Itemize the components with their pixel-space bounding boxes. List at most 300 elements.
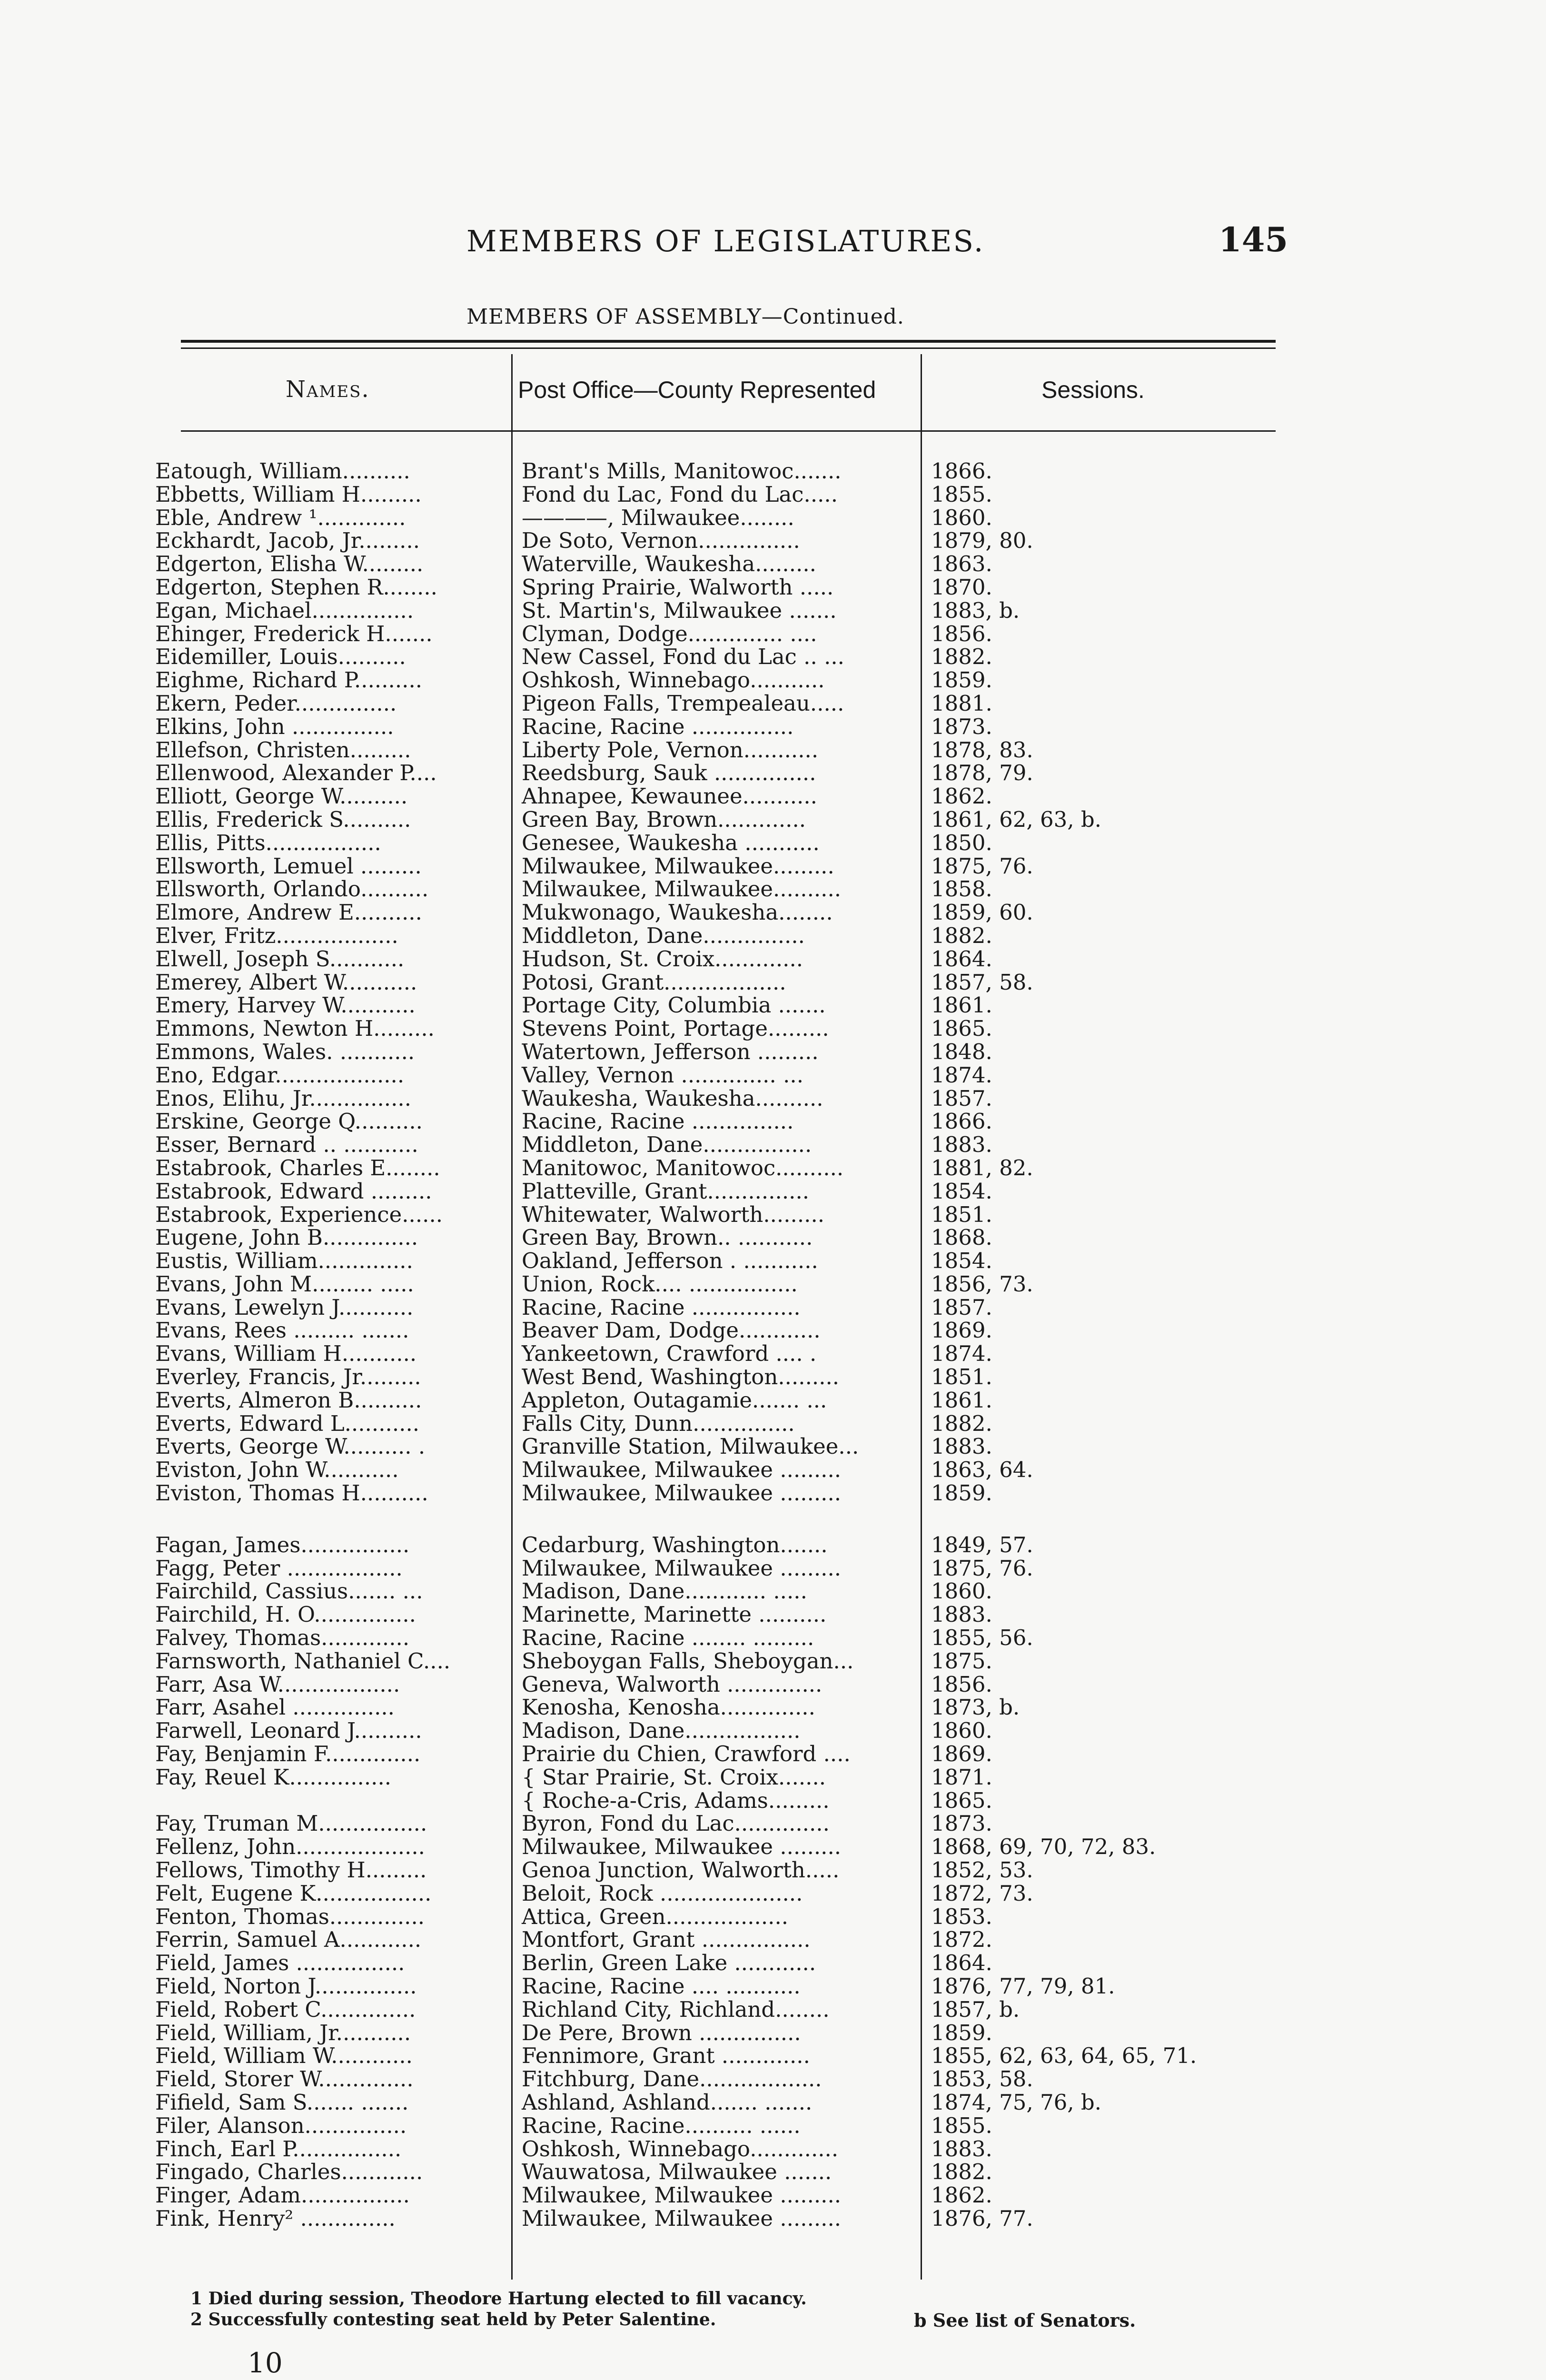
post-office-county: Middleton, Dane............... xyxy=(522,922,805,948)
sessions-value: 1864. xyxy=(931,946,992,972)
post-office-county: Granville Station, Milwaukee... xyxy=(522,1434,859,1459)
table-row xyxy=(155,715,1288,739)
post-office-county: Milwaukee, Milwaukee......... xyxy=(522,853,834,879)
table-row xyxy=(155,553,1288,576)
post-office-county: Montfort, Grant ................ xyxy=(522,1927,811,1953)
member-name: Evans, William H........... xyxy=(155,1341,417,1367)
post-office-county: Ashland, Ashland....... ....... xyxy=(522,2089,813,2115)
sessions-value: 1878, 83. xyxy=(931,737,1033,763)
table-row xyxy=(155,1342,1288,1366)
post-office-county: Prairie du Chien, Crawford .... xyxy=(522,1741,851,1767)
table-row xyxy=(155,669,1288,692)
post-office-county: Pigeon Falls, Trempealeau..... xyxy=(522,690,844,716)
table-row xyxy=(155,2138,1288,2161)
member-name: Estabrook, Experience...... xyxy=(155,1201,443,1227)
table-row xyxy=(155,1482,1288,1505)
table-row xyxy=(155,1557,1288,1580)
member-name: Emmons, Wales. ........... xyxy=(155,1039,415,1064)
table-row xyxy=(155,1719,1288,1743)
table-row xyxy=(155,1133,1288,1157)
sessions-value: 1863. xyxy=(931,551,992,577)
sessions-value: 1855, 56. xyxy=(931,1625,1033,1651)
member-name: Field, Norton J............... xyxy=(155,1973,417,1999)
sessions-value: 1881, 82. xyxy=(931,1155,1033,1180)
table-row xyxy=(155,506,1288,530)
sessions-value: 1861. xyxy=(931,992,992,1018)
post-office-county: Green Bay, Brown............. xyxy=(522,806,806,832)
sessions-value: 1855. xyxy=(931,2112,992,2138)
column-header-sessions: Sessions. xyxy=(1041,377,1145,403)
post-office-county: Manitowoc, Manitowoc.......... xyxy=(522,1155,844,1180)
sessions-value: 1862. xyxy=(931,2182,992,2208)
member-name: Ellis, Frederick S.......... xyxy=(155,806,411,832)
sessions-value: 1859. xyxy=(931,2020,992,2045)
page-number: 145 xyxy=(1219,220,1288,259)
sessions-value: 1854. xyxy=(931,1248,992,1274)
member-name: Ellsworth, Lemuel ......... xyxy=(155,853,422,879)
member-name: Ebbetts, William H......... xyxy=(155,481,422,507)
sessions-value: 1874, 75, 76, b. xyxy=(931,2089,1101,2115)
member-name: Elkins, John ............... xyxy=(155,714,394,739)
sessions-value: 1874. xyxy=(931,1341,992,1367)
post-office-county: Waukesha, Waukesha.......... xyxy=(522,1085,823,1111)
sessions-value: 1874. xyxy=(931,1062,992,1088)
post-office-county: Brant's Mills, Manitowoc....... xyxy=(522,458,842,484)
member-name: Eckhardt, Jacob, Jr......... xyxy=(155,528,420,554)
member-name: Eidemiller, Louis.......... xyxy=(155,644,406,670)
member-name: Field, James ................ xyxy=(155,1950,405,1976)
member-name: Fellenz, John................... xyxy=(155,1834,425,1860)
sessions-value: 1882. xyxy=(931,2159,992,2185)
table-row xyxy=(155,901,1288,924)
table-row xyxy=(155,2044,1288,2068)
member-name: Everts, Almeron B.......... xyxy=(155,1387,422,1413)
post-office-county: { Roche-a-Cris, Adams......... xyxy=(522,1787,830,1813)
sessions-value: 1872. xyxy=(931,1927,992,1953)
table-row xyxy=(155,1389,1288,1412)
member-name: Fagan, James................ xyxy=(155,1532,410,1557)
sessions-value: 1883. xyxy=(931,1434,992,1459)
sessions-value: 1858. xyxy=(931,876,992,902)
sessions-value: 1865. xyxy=(931,1787,992,1813)
member-name: Edgerton, Stephen R........ xyxy=(155,574,437,600)
table-row xyxy=(155,1835,1288,1859)
sessions-value: 1848. xyxy=(931,1039,992,1064)
post-office-county: Beaver Dam, Dodge............ xyxy=(522,1318,821,1343)
sessions-value: 1851. xyxy=(931,1364,992,1390)
table-row xyxy=(155,1952,1288,1975)
member-name: Everley, Francis, Jr......... xyxy=(155,1364,421,1390)
table-row xyxy=(155,692,1288,715)
sessions-value: 1852, 53. xyxy=(931,1857,1033,1883)
post-office-county: Madison, Dane............ ..... xyxy=(522,1578,807,1604)
sessions-value: 1876, 77. xyxy=(931,2205,1033,2231)
member-name: Ellenwood, Alexander P.... xyxy=(155,760,437,786)
table-row xyxy=(155,739,1288,762)
table-row xyxy=(155,2114,1288,2138)
post-office-county: Mukwonago, Waukesha........ xyxy=(522,900,833,925)
table-row xyxy=(155,1882,1288,1905)
member-name: Eatough, William.......... xyxy=(155,458,410,484)
sessions-value: 1859, 60. xyxy=(931,900,1033,925)
member-name: Evans, Rees ......... ....... xyxy=(155,1318,409,1343)
sessions-value: 1882. xyxy=(931,1410,992,1436)
post-office-county: De Soto, Vernon............... xyxy=(522,528,800,554)
post-office-county: { Star Prairie, St. Croix....... xyxy=(522,1764,826,1790)
sessions-value: 1857, 58. xyxy=(931,969,1033,995)
post-office-county: Potosi, Grant.................. xyxy=(522,969,786,995)
footnote-2: 2 Successfully contesting seat held by Peter Salentine. xyxy=(190,2310,716,2330)
sessions-value: 1860. xyxy=(931,505,992,530)
member-name: Elwell, Joseph S........... xyxy=(155,946,405,972)
sessions-value: 1873. xyxy=(931,714,992,739)
member-name: Fairchild, H. O............... xyxy=(155,1602,416,1627)
member-table-body xyxy=(155,460,1288,2231)
member-name: Field, William W............ xyxy=(155,2043,413,2069)
member-name: Emery, Harvey W........... xyxy=(155,992,416,1018)
member-name: Farnsworth, Nathaniel C.... xyxy=(155,1648,451,1674)
post-office-county: Reedsburg, Sauk ............... xyxy=(522,760,816,786)
sessions-value: 1851. xyxy=(931,1201,992,1227)
post-office-county: Stevens Point, Portage......... xyxy=(522,1016,829,1041)
member-name: Field, William, Jr........... xyxy=(155,2020,411,2045)
table-row xyxy=(155,994,1288,1017)
member-name: Elliott, George W.......... xyxy=(155,783,408,809)
table-row xyxy=(155,599,1288,623)
post-office-county: Genesee, Waukesha ........... xyxy=(522,830,820,855)
member-name: Ellis, Pitts................. xyxy=(155,830,381,855)
sessions-value: 1883. xyxy=(931,1602,992,1627)
member-name: Ellsworth, Orlando.......... xyxy=(155,876,429,902)
sessions-value: 1857, b. xyxy=(931,1996,1020,2022)
post-office-county: Oshkosh, Winnebago........... xyxy=(522,667,825,693)
member-name: Finch, Earl P................ xyxy=(155,2136,402,2162)
member-name: Farr, Asa W.................. xyxy=(155,1671,400,1697)
post-office-county: Oshkosh, Winnebago............. xyxy=(522,2136,839,2162)
member-name: Everts, Edward L........... xyxy=(155,1410,420,1436)
sessions-value: 1864. xyxy=(931,1950,992,1976)
post-office-county: Cedarburg, Washington....... xyxy=(522,1532,828,1557)
member-name: Fay, Truman M................ xyxy=(155,1811,427,1836)
table-row xyxy=(155,1226,1288,1250)
post-office-county: Milwaukee, Milwaukee ......... xyxy=(522,1834,842,1860)
sessions-value: 1856, 73. xyxy=(931,1271,1033,1297)
post-office-county: Liberty Pole, Vernon........... xyxy=(522,737,819,763)
sessions-value: 1859. xyxy=(931,667,992,693)
member-name: Field, Storer W.............. xyxy=(155,2066,414,2092)
member-name: Eighme, Richard P.......... xyxy=(155,667,423,693)
post-office-county: Ahnapee, Kewaunee........... xyxy=(522,783,817,809)
table-row xyxy=(155,1203,1288,1227)
table-row xyxy=(155,1905,1288,1929)
member-name: Eno, Edgar................... xyxy=(155,1062,405,1088)
member-name: Fifield, Sam S....... ....... xyxy=(155,2089,409,2115)
sessions-value: 1859. xyxy=(931,1480,992,1506)
member-name: Estabrook, Edward ......... xyxy=(155,1178,432,1204)
member-name: Eugene, John B.............. xyxy=(155,1225,418,1250)
post-office-county: Yankeetown, Crawford .... . xyxy=(522,1341,817,1367)
sessions-value: 1857. xyxy=(931,1085,992,1111)
sessions-value: 1883. xyxy=(931,2136,992,2162)
table-row xyxy=(155,1319,1288,1342)
post-office-county: Beloit, Rock ..................... xyxy=(522,1880,803,1906)
table-row xyxy=(155,878,1288,901)
member-name: Farr, Asahel ............... xyxy=(155,1695,395,1720)
footnote-b: b See list of Senators. xyxy=(914,2310,1136,2331)
table-row xyxy=(155,2022,1288,2045)
sessions-value: 1875. xyxy=(931,1648,992,1674)
table-row xyxy=(155,623,1288,646)
post-office-county: Racine, Racine ................ xyxy=(522,1294,801,1320)
table-row xyxy=(155,1812,1288,1835)
post-office-county: Valley, Vernon .............. ... xyxy=(522,1062,804,1088)
table-row xyxy=(155,1998,1288,2022)
post-office-county: ————, Milwaukee........ xyxy=(522,505,794,530)
table-row xyxy=(155,1180,1288,1203)
member-name: Egan, Michael............... xyxy=(155,597,414,623)
sessions-value: 1857. xyxy=(931,1294,992,1320)
sessions-value: 1860. xyxy=(931,1578,992,1604)
sessions-value: 1875, 76. xyxy=(931,853,1033,879)
table-row xyxy=(155,1743,1288,1766)
table-row xyxy=(155,1859,1288,1882)
table-row xyxy=(155,1766,1288,1789)
post-office-county: Hudson, St. Croix............. xyxy=(522,946,803,972)
sessions-value: 1883. xyxy=(931,1132,992,1158)
post-office-county: Milwaukee, Milwaukee ......... xyxy=(522,1480,842,1506)
post-office-county: Wauwatosa, Milwaukee ....... xyxy=(522,2159,832,2185)
sessions-value: 1850. xyxy=(931,830,992,855)
table-row xyxy=(155,1603,1288,1626)
table-row xyxy=(155,1296,1288,1319)
table-row xyxy=(155,529,1288,553)
footnote-1: 1 Died during session, Theodore Hartung elected to fill vacancy. xyxy=(190,2289,807,2309)
post-office-county: Milwaukee, Milwaukee ......... xyxy=(522,1555,842,1581)
table-row xyxy=(155,2091,1288,2114)
sessions-value: 1862. xyxy=(931,783,992,809)
sessions-value: 1873. xyxy=(931,1811,992,1836)
table-row xyxy=(155,1696,1288,1719)
double-rule-bottom xyxy=(181,347,1276,349)
table-row xyxy=(155,1789,1288,1813)
sessions-value: 1856. xyxy=(931,1671,992,1697)
member-name: Estabrook, Charles E........ xyxy=(155,1155,440,1180)
post-office-county: Milwaukee, Milwaukee ......... xyxy=(522,1457,842,1483)
member-name: Fay, Benjamin F.............. xyxy=(155,1741,421,1767)
table-subtitle: MEMBERS OF ASSEMBLY—Continued. xyxy=(466,305,904,329)
table-row xyxy=(155,1157,1288,1180)
sessions-value: 1860. xyxy=(931,1718,992,1744)
post-office-county: Green Bay, Brown.. ........... xyxy=(522,1225,813,1250)
member-name: Everts, George W.......... . xyxy=(155,1434,426,1459)
table-row xyxy=(155,924,1288,948)
table-row xyxy=(155,1458,1288,1482)
post-office-county: Richland City, Richland........ xyxy=(522,1996,830,2022)
table-row xyxy=(155,2207,1288,2231)
table-row xyxy=(155,1580,1288,1603)
post-office-county: Middleton, Dane................ xyxy=(522,1132,812,1158)
post-office-county: Milwaukee, Milwaukee.......... xyxy=(522,876,842,902)
post-office-county: Clyman, Dodge.............. .... xyxy=(522,621,817,646)
sessions-value: 1870. xyxy=(931,574,992,600)
member-name: Finger, Adam................ xyxy=(155,2182,410,2208)
post-office-county: Kenosha, Kenosha.............. xyxy=(522,1695,815,1720)
post-office-county: Berlin, Green Lake ............ xyxy=(522,1950,816,1976)
table-row xyxy=(155,645,1288,669)
member-name: Evans, John M......... ..... xyxy=(155,1271,414,1297)
table-row xyxy=(155,2068,1288,2091)
post-office-county: Milwaukee, Milwaukee ......... xyxy=(522,2182,842,2208)
sessions-value: 1869. xyxy=(931,1318,992,1343)
table-row xyxy=(155,1273,1288,1296)
post-office-county: Fennimore, Grant ............. xyxy=(522,2043,810,2069)
sessions-value: 1854. xyxy=(931,1178,992,1204)
table-row xyxy=(155,1928,1288,1952)
sessions-value: 1881. xyxy=(931,690,992,716)
table-row xyxy=(155,1673,1288,1696)
table-row xyxy=(155,1064,1288,1087)
member-name: Eustis, William.............. xyxy=(155,1248,413,1274)
column-header-names: Names. xyxy=(286,376,370,403)
header-rule xyxy=(181,430,1276,432)
table-row xyxy=(155,1650,1288,1673)
post-office-county: Union, Rock.... ................ xyxy=(522,1271,798,1297)
table-row xyxy=(155,1110,1288,1133)
member-name: Fay, Reuel K............... xyxy=(155,1764,392,1790)
sessions-value: 1869. xyxy=(931,1741,992,1767)
post-office-county: Fond du Lac, Fond du Lac..... xyxy=(522,481,838,507)
post-office-county: Genoa Junction, Walworth..... xyxy=(522,1857,840,1883)
post-office-county: De Pere, Brown ............... xyxy=(522,2020,801,2045)
member-name: Falvey, Thomas............. xyxy=(155,1625,410,1651)
member-name: Emerey, Albert W........... xyxy=(155,969,417,995)
sessions-value: 1879, 80. xyxy=(931,528,1033,554)
member-name: Evans, Lewelyn J........... xyxy=(155,1294,414,1320)
member-name: Ellefson, Christen......... xyxy=(155,737,411,763)
sessions-value: 1853, 58. xyxy=(931,2066,1033,2092)
table-row xyxy=(155,1087,1288,1111)
member-name: Erskine, George Q.......... xyxy=(155,1109,423,1134)
sessions-value: 1855. xyxy=(931,481,992,507)
table-row xyxy=(155,1017,1288,1041)
member-name: Fellows, Timothy H......... xyxy=(155,1857,427,1883)
post-office-county: Fitchburg, Dane.................. xyxy=(522,2066,822,2092)
post-office-county: New Cassel, Fond du Lac .. ... xyxy=(522,644,844,670)
section-gap xyxy=(155,1505,1288,1534)
sessions-value: 1878, 79. xyxy=(931,760,1033,786)
member-name: Emmons, Newton H......... xyxy=(155,1016,435,1041)
sessions-value: 1875, 76. xyxy=(931,1555,1033,1581)
post-office-county: Waterville, Waukesha......... xyxy=(522,551,816,577)
table-row xyxy=(155,785,1288,808)
table-row xyxy=(155,1412,1288,1436)
table-row xyxy=(155,1366,1288,1389)
sessions-value: 1876, 77, 79, 81. xyxy=(931,1973,1115,1999)
sessions-value: 1855, 62, 63, 64, 65, 71. xyxy=(931,2043,1197,2069)
member-name: Fink, Henry² .............. xyxy=(155,2205,396,2231)
post-office-county: Oakland, Jefferson . ........... xyxy=(522,1248,818,1274)
column-header-post-office: Post Office—County Represented xyxy=(518,377,876,403)
sessions-value: 1882. xyxy=(931,922,992,948)
sessions-value: 1883, b. xyxy=(931,597,1020,623)
member-name: Felt, Eugene K................. xyxy=(155,1880,432,1906)
member-name: Eviston, John W........... xyxy=(155,1457,399,1483)
post-office-county: Portage City, Columbia ....... xyxy=(522,992,826,1018)
post-office-county: Racine, Racine.......... ...... xyxy=(522,2112,801,2138)
post-office-county: West Bend, Washington......... xyxy=(522,1364,840,1390)
post-office-county: Racine, Racine .... ........... xyxy=(522,1973,801,1999)
post-office-county: Watertown, Jefferson ......... xyxy=(522,1039,819,1064)
table-row xyxy=(155,2161,1288,2184)
table-row xyxy=(155,855,1288,878)
table-row xyxy=(155,1041,1288,1064)
post-office-county: Milwaukee, Milwaukee ......... xyxy=(522,2205,842,2231)
member-name: Elver, Fritz.................. xyxy=(155,922,398,948)
double-rule-top xyxy=(181,340,1276,343)
page-title: MEMBERS OF LEGISLATURES. xyxy=(466,224,985,258)
sessions-value: 1868, 69, 70, 72, 83. xyxy=(931,1834,1156,1860)
table-row xyxy=(155,483,1288,506)
table-row xyxy=(155,1435,1288,1458)
member-name: Eviston, Thomas H.......... xyxy=(155,1480,428,1506)
member-name: Fenton, Thomas.............. xyxy=(155,1904,425,1929)
sessions-value: 1849, 57. xyxy=(931,1532,1033,1557)
table-row xyxy=(155,2184,1288,2207)
member-name: Esser, Bernard .. ........... xyxy=(155,1132,418,1158)
member-name: Enos, Elihu, Jr............... xyxy=(155,1085,412,1111)
table-row xyxy=(155,832,1288,855)
sessions-value: 1865. xyxy=(931,1016,992,1041)
post-office-county: Racine, Racine ........ ......... xyxy=(522,1625,814,1651)
post-office-county: Spring Prairie, Walworth ..... xyxy=(522,574,834,600)
post-office-county: Sheboygan Falls, Sheboygan... xyxy=(522,1648,854,1674)
post-office-county: Madison, Dane................. xyxy=(522,1718,801,1744)
table-row xyxy=(155,1534,1288,1557)
member-name: Farwell, Leonard J.......... xyxy=(155,1718,422,1744)
sessions-value: 1853. xyxy=(931,1904,992,1929)
member-name: Fingado, Charles............ xyxy=(155,2159,423,2185)
post-office-county: Attica, Green.................. xyxy=(522,1904,789,1929)
member-name: Filer, Alanson............... xyxy=(155,2112,407,2138)
sessions-value: 1861. xyxy=(931,1387,992,1413)
sessions-value: 1866. xyxy=(931,458,992,484)
post-office-county: Racine, Racine ............... xyxy=(522,714,794,739)
table-row xyxy=(155,1626,1288,1650)
sessions-value: 1863, 64. xyxy=(931,1457,1033,1483)
sessions-value: 1868. xyxy=(931,1225,992,1250)
post-office-county: Falls City, Dunn............... xyxy=(522,1410,795,1436)
sessions-value: 1882. xyxy=(931,644,992,670)
member-name: Elmore, Andrew E.......... xyxy=(155,900,422,925)
post-office-county: Platteville, Grant............... xyxy=(522,1178,810,1204)
table-row xyxy=(155,576,1288,599)
post-office-county: Racine, Racine ............... xyxy=(522,1109,794,1134)
table-row xyxy=(155,460,1288,483)
table-row xyxy=(155,971,1288,994)
sessions-value: 1873, b. xyxy=(931,1695,1020,1720)
post-office-county: Marinette, Marinette .......... xyxy=(522,1602,827,1627)
member-name: Fagg, Peter ................. xyxy=(155,1555,403,1581)
sessions-value: 1871. xyxy=(931,1764,992,1790)
table-row xyxy=(155,762,1288,785)
sessions-value: 1872, 73. xyxy=(931,1880,1033,1906)
member-name: Ehinger, Frederick H....... xyxy=(155,621,433,646)
table-row xyxy=(155,1250,1288,1273)
table-row xyxy=(155,948,1288,971)
member-name: Edgerton, Elisha W......... xyxy=(155,551,424,577)
table-row xyxy=(155,1975,1288,1998)
member-name: Ekern, Peder............... xyxy=(155,690,397,716)
